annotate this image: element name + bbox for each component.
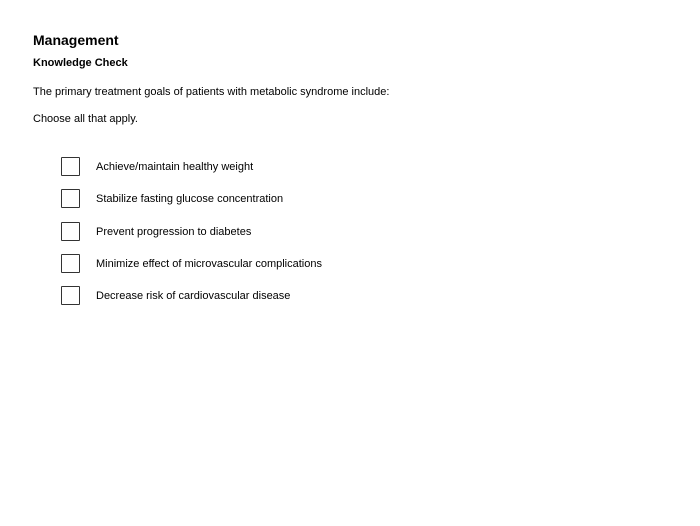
page-title: Management — [33, 32, 119, 48]
answer-option[interactable] — [61, 189, 561, 209]
answer-option-label: Minimize effect of microvascular complications — [96, 257, 322, 270]
section-subtitle: Knowledge Check — [33, 57, 128, 69]
checkbox[interactable] — [61, 286, 80, 305]
answer-option[interactable] — [61, 286, 561, 306]
answer-option[interactable] — [61, 157, 561, 177]
answer-option[interactable] — [61, 222, 561, 242]
checkbox[interactable] — [61, 189, 80, 208]
answer-option-label: Achieve/maintain healthy weight — [96, 161, 254, 173]
answer-option-label: Decrease risk of cardiovascular disease — [96, 290, 291, 303]
checkbox[interactable] — [61, 222, 80, 241]
question-text: The primary treatment goals of patients with metabolic syndrome include: — [33, 86, 390, 98]
question-instruction: Choose all that apply. — [33, 113, 138, 125]
checkbox[interactable] — [61, 254, 80, 273]
answer-option-label: Stabilize fasting glucose concentration — [96, 193, 284, 206]
answer-option-label: Prevent progression to diabetes — [96, 225, 252, 238]
checkbox[interactable] — [61, 157, 80, 176]
answer-option[interactable] — [61, 254, 561, 274]
answer-options-list — [61, 157, 561, 318]
